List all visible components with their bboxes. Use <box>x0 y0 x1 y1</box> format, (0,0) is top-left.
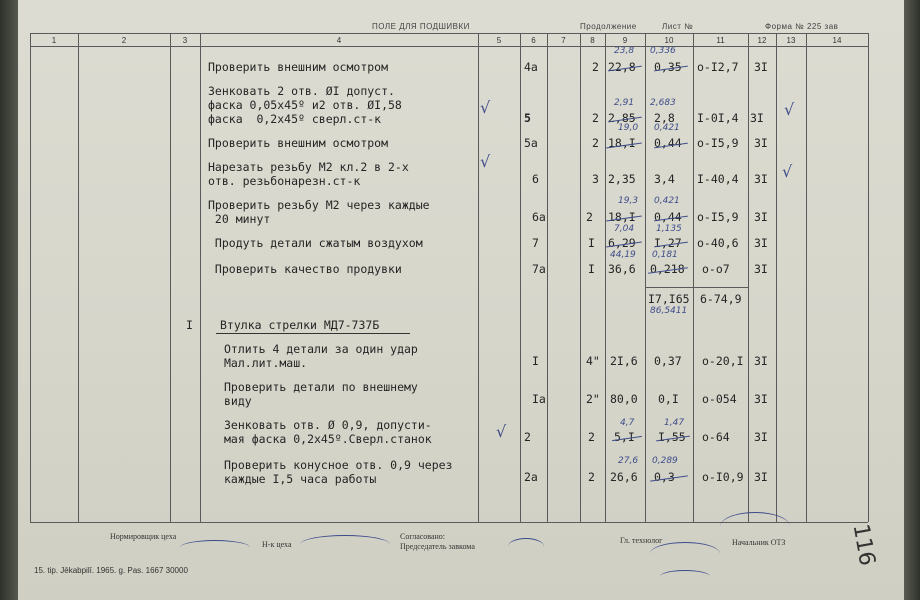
cell-c11: о-054 <box>702 392 737 406</box>
operation-text: Проверить внешним осмотром <box>208 136 389 150</box>
operation-text: Проверить резьбу М2 через каждые 20 минут <box>208 198 430 226</box>
col-divider <box>478 33 479 522</box>
col-divider <box>520 33 521 522</box>
column-number: 1 <box>51 36 57 45</box>
column-number: 14 <box>832 36 842 45</box>
archive-page-number: 116 <box>847 522 880 568</box>
cell-c8: 2 <box>588 470 595 484</box>
column-number: 8 <box>590 36 595 45</box>
binding-shadow-left <box>0 0 18 600</box>
check-mark-icon: √ <box>496 422 507 441</box>
subtotal-c11: 6-74,9 <box>700 292 742 306</box>
check-mark-icon: √ <box>782 162 793 181</box>
table-header-border <box>30 46 868 47</box>
col-divider <box>806 33 807 522</box>
handwritten-correction: 1,135 <box>656 224 682 234</box>
cell-c8: 3 <box>592 172 599 186</box>
operation-text: Продуть детали сжатым воздухом <box>208 236 423 250</box>
binding-field-title: ПОЛЕ ДЛЯ ПОДШИВКИ <box>372 22 470 31</box>
cell-c8: 2" <box>586 392 600 406</box>
col-divider <box>78 33 79 522</box>
cell-c8: 2 <box>588 430 595 444</box>
cell-c12: 3I <box>754 136 768 150</box>
operation-text: Проверить детали по внешнему виду <box>224 380 418 408</box>
handwritten-correction: 2,91 <box>614 98 635 108</box>
cell-c11: I-40,4 <box>697 172 739 186</box>
column-number: 12 <box>757 36 767 45</box>
check-mark-icon: √ <box>480 152 491 171</box>
footer-chief-shop: Н-к цеха <box>262 540 292 549</box>
cell-c6: 7 <box>532 236 539 250</box>
col-divider <box>580 33 581 522</box>
cell-c12: 3I <box>754 236 768 250</box>
binding-shadow-right <box>904 0 920 600</box>
column-number: 9 <box>622 36 628 45</box>
cell-c12: 3I <box>754 430 768 444</box>
cell-c12: 3I <box>754 354 768 368</box>
operation-text: Зенковать 2 отв. ØI допуст. фаска 0,05х45º и2 отв. ØI,58 фаска 0,2х45º сверл.ст-к <box>208 84 402 126</box>
cell-c12: 3I <box>754 172 768 186</box>
cell-c10: 0,35 <box>654 60 682 74</box>
column-number: 6 <box>531 36 536 45</box>
handwritten-correction: 4,7 <box>620 418 635 428</box>
cell-c9: 36,6 <box>608 262 636 276</box>
form-label: Форма № 225 зав <box>765 22 839 31</box>
operation-text: Проверить качество продувки <box>208 262 402 276</box>
column-number: 11 <box>716 36 725 45</box>
column-number: 13 <box>786 36 796 45</box>
cell-c6: Iа <box>532 392 546 406</box>
subtotal-line <box>645 287 748 288</box>
cell-c9: 22,8 <box>608 60 636 74</box>
column-number: 5 <box>496 36 502 45</box>
cell-c8: 2 <box>592 136 599 150</box>
col-divider <box>748 33 749 522</box>
col-divider <box>30 33 31 522</box>
footer-normer: Нормировщик цеха <box>110 532 177 541</box>
cell-c11: о-I5,9 <box>697 136 739 150</box>
col-divider <box>868 33 869 522</box>
handwritten-correction: 0,289 <box>652 456 678 466</box>
column-number: 3 <box>182 36 188 45</box>
table-top-border <box>30 33 868 34</box>
cell-c12: 3I <box>754 392 768 406</box>
cell-c9: 2,35 <box>608 172 636 186</box>
handwritten-correction: 27,6 <box>618 456 639 466</box>
cell-c6: 5 <box>524 111 531 125</box>
cell-c10: I,27 <box>654 236 682 250</box>
handwritten-correction: 0,421 <box>654 123 680 133</box>
column-number: 4 <box>336 36 342 45</box>
cell-c10: I,55 <box>658 430 686 444</box>
cell-c9: 18,I <box>608 210 636 224</box>
check-mark-icon: √ <box>480 98 491 117</box>
footer-agreed: Согласовано: Председатель завкома <box>400 532 475 551</box>
cell-c9: 2,85 <box>608 111 636 125</box>
cell-c9: 18,I <box>608 136 636 150</box>
cell-c8: 2 <box>592 111 599 125</box>
cell-c11: о-64 <box>702 430 730 444</box>
check-mark-icon: √ <box>784 100 795 119</box>
col-divider <box>645 33 646 522</box>
cell-c11: о-I5,9 <box>697 210 739 224</box>
handwritten-correction: 44,19 <box>610 250 636 260</box>
col-divider <box>693 33 694 522</box>
cell-c11: о-I0,9 <box>702 470 744 484</box>
handwritten-subtotal: 86,5411 <box>650 306 688 316</box>
cell-c8: I <box>588 262 595 276</box>
col-divider <box>170 33 171 522</box>
cell-c6: 6а <box>532 210 546 224</box>
footer-technologist: Гл. технолог <box>620 536 663 545</box>
cell-c6: 5а <box>524 136 538 150</box>
cell-c10: 0,44 <box>654 210 682 224</box>
cell-c11: о-40,6 <box>697 236 739 250</box>
cell-c10: 2,8 <box>654 111 675 125</box>
cell-c6: I <box>532 354 539 368</box>
cell-c12: 3I <box>754 470 768 484</box>
cell-c12: 3I <box>754 210 768 224</box>
handwritten-correction: 19,3 <box>618 196 639 206</box>
cell-c6: 7а <box>532 262 546 276</box>
cell-c6: 2а <box>524 470 538 484</box>
cell-c8: 2 <box>592 60 599 74</box>
signature-extra <box>660 570 710 583</box>
cell-c11: о-20,I <box>702 354 744 368</box>
cell-c10: 0,3 <box>654 470 675 484</box>
cell-c11: I-0I,4 <box>697 111 739 125</box>
sheet-label: Лист № <box>662 22 694 31</box>
cell-c12: 3I <box>754 262 768 276</box>
cell-c9: 5,I <box>614 430 635 444</box>
handwritten-correction: 23,8 <box>614 46 635 56</box>
column-number: 10 <box>664 36 674 45</box>
signature-union <box>508 538 544 555</box>
cell-c8: I <box>588 236 595 250</box>
cell-c8: 2 <box>586 210 593 224</box>
handwritten-correction: 7,04 <box>614 224 635 234</box>
cell-c9: 2I,6 <box>610 354 638 368</box>
operation-text: Проверить конусное отв. 0,9 через каждые I,5 часа работы <box>224 458 453 486</box>
column-number: 7 <box>561 36 566 45</box>
cell-c6: 6 <box>532 172 539 186</box>
handwritten-correction: 0,421 <box>654 196 680 206</box>
subtotal-c9: I7,I65 <box>648 292 690 306</box>
handwritten-correction: 0,181 <box>652 250 678 260</box>
cell-c9: 26,6 <box>610 470 638 484</box>
cell-c10: 0,218 <box>650 262 685 276</box>
cell-c9: 80,0 <box>610 392 638 406</box>
cell-c9: 6,29 <box>608 236 636 250</box>
cell-c12: 3I <box>750 111 764 125</box>
section-title: Втулка стрелки МД7-737Б <box>220 318 380 332</box>
cell-c12: 3I <box>754 60 768 74</box>
cell-c6: 2 <box>524 430 531 444</box>
signature-chief-shop <box>300 535 390 554</box>
col-divider <box>547 33 548 522</box>
operation-text: Проверить внешним осмотром <box>208 60 389 74</box>
operation-text: Зенковать отв. Ø 0,9, допусти- мая фаска 0,2х45º.Сверл.станок <box>224 418 432 446</box>
section-number: I <box>186 318 193 332</box>
signature-technologist <box>650 542 720 565</box>
cell-c11: о-I2,7 <box>697 60 739 74</box>
signature-normer <box>180 540 250 555</box>
print-info: 15. tip. Jēkabpilī. 1965. g. Pas. 1667 30000 <box>34 566 188 575</box>
continuation-label: Продолжение <box>580 22 637 31</box>
handwritten-correction: 19,0 <box>618 123 639 133</box>
cell-c8: 4" <box>586 354 600 368</box>
cell-c10: 3,4 <box>654 172 675 186</box>
column-number: 2 <box>121 36 127 45</box>
cell-c6: 4а <box>524 60 538 74</box>
handwritten-correction: 1,47 <box>664 418 685 428</box>
operation-text: Отлить 4 детали за один удар Мал.лит.маш. <box>224 342 418 370</box>
handwritten-correction: 2,683 <box>650 98 676 108</box>
section-underline <box>216 333 410 334</box>
cell-c10: 0,44 <box>654 136 682 150</box>
col-divider <box>605 33 606 522</box>
operation-text: Нарезать резьбу М2 кл.2 в 2-х отв. резьбонарезн.ст-к <box>208 160 409 188</box>
cell-c10: 0,37 <box>654 354 682 368</box>
handwritten-correction: 0,336 <box>650 46 676 56</box>
cell-c10: 0,I <box>658 392 679 406</box>
cell-c11: о-о7 <box>702 262 730 276</box>
col-divider <box>776 33 777 522</box>
col-divider <box>200 33 201 522</box>
footer-chief-ots: Начальник ОТЗ <box>732 538 786 547</box>
signature-chief-ots <box>720 512 790 541</box>
